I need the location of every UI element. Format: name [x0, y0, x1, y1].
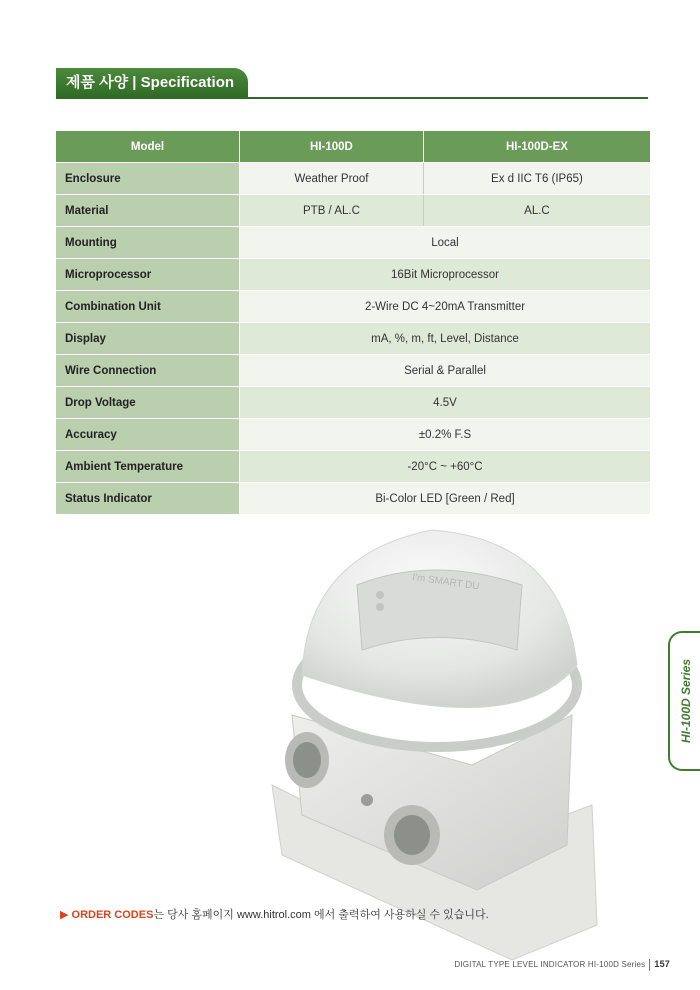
specification-table	[56, 131, 650, 515]
row-value: PTB / AL.C	[240, 195, 424, 227]
series-side-tab[interactable]	[668, 631, 700, 771]
row-label: Ambient Temperature	[56, 451, 240, 483]
footer-text: DIGITAL TYPE LEVEL INDICATOR HI-100D Series	[454, 960, 646, 970]
table-row	[56, 387, 650, 419]
row-label: Wire Connection	[56, 355, 240, 387]
table-row	[56, 483, 650, 515]
page-footer	[454, 959, 670, 971]
table-row	[56, 195, 650, 227]
series-side-tab-label: HI-100D Series	[679, 658, 693, 744]
footer-divider	[649, 959, 650, 971]
table-row	[56, 291, 650, 323]
section-title: 제품 사양 | Specification	[56, 68, 248, 98]
row-label: Status Indicator	[56, 483, 240, 515]
header-model: Model	[56, 131, 240, 163]
row-value: Weather Proof	[240, 163, 424, 195]
row-value: Ex d IIC T6 (IP65)	[423, 163, 650, 195]
row-label: Display	[56, 323, 240, 355]
order-codes-label: ORDER CODES	[71, 909, 154, 921]
device-display-text: I'm SMART DU	[411, 572, 481, 593]
row-value: AL.C	[423, 195, 650, 227]
table-row	[56, 355, 650, 387]
table-row	[56, 163, 650, 195]
row-label: Enclosure	[56, 163, 240, 195]
row-label: Mounting	[56, 227, 240, 259]
row-value: Serial & Parallel	[240, 355, 651, 387]
row-value: Bi-Color LED [Green / Red]	[240, 483, 651, 515]
row-value: 4.5V	[240, 387, 651, 419]
header-hi-100d-ex: HI-100D-EX	[423, 131, 650, 163]
table-row	[56, 419, 650, 451]
row-label: Accuracy	[56, 419, 240, 451]
row-value: 2-Wire DC 4~20mA Transmitter	[240, 291, 651, 323]
row-value: ±0.2% F.S	[240, 419, 651, 451]
row-label: Microprocessor	[56, 259, 240, 291]
page-number: 157	[654, 959, 670, 970]
product-photo	[262, 515, 602, 965]
row-value: 16Bit Microprocessor	[240, 259, 651, 291]
title-divider	[56, 97, 648, 99]
row-value: mA, %, m, ft, Level, Distance	[240, 323, 651, 355]
row-label: Combination Unit	[56, 291, 240, 323]
header-hi-100d: HI-100D	[240, 131, 424, 163]
row-value: Local	[240, 227, 651, 259]
table-row	[56, 227, 650, 259]
table-row	[56, 259, 650, 291]
row-value: -20°C ~ +60°C	[240, 451, 651, 483]
row-label: Drop Voltage	[56, 387, 240, 419]
order-codes-text: 는 당사 홈페이지 www.hitrol.com 에서 출력하여 사용하실 수 있습니다.	[153, 909, 489, 921]
table-row	[56, 451, 650, 483]
row-label: Material	[56, 195, 240, 227]
order-codes-note	[60, 906, 489, 922]
table-row	[56, 323, 650, 355]
table-header-row	[56, 131, 650, 163]
arrow-right-icon: ▶	[60, 909, 69, 921]
